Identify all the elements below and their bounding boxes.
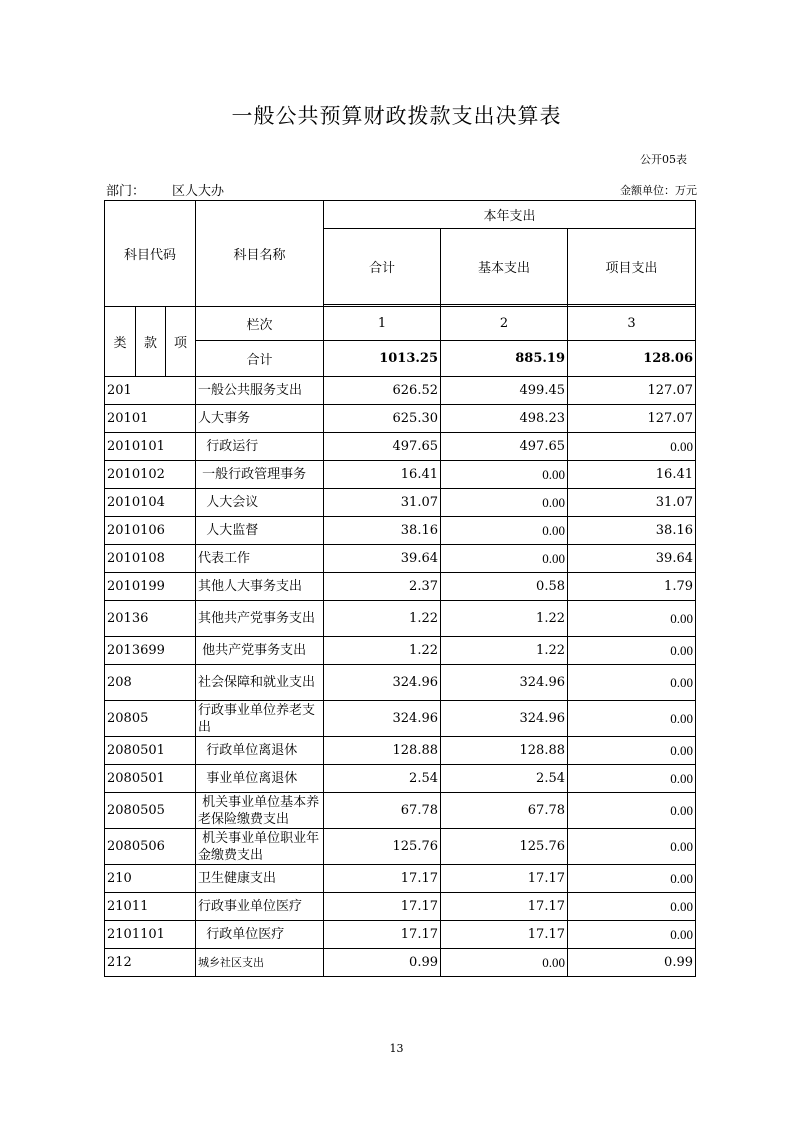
row-total: 128.88 — [324, 737, 441, 765]
row-basic: 67.78 — [441, 793, 568, 829]
row-basic: 0.00 — [441, 545, 568, 573]
row-basic: 0.00 — [441, 949, 568, 977]
row-basic: 0.00 — [441, 489, 568, 517]
row-code: 2080506 — [105, 829, 196, 865]
table-row — [105, 949, 696, 977]
row-code: 2010106 — [105, 517, 196, 545]
table-row — [105, 765, 696, 793]
row-project: 0.00 — [568, 921, 696, 949]
row-total: 67.78 — [324, 793, 441, 829]
row-basic: 1.22 — [441, 637, 568, 665]
row-basic: 0.00 — [441, 517, 568, 545]
row-total: 1.22 — [324, 637, 441, 665]
row-project: 0.00 — [568, 601, 696, 637]
amount-unit: 金额单位：万元 — [620, 184, 697, 197]
row-project: 1.79 — [568, 573, 696, 601]
row-code: 2080505 — [105, 793, 196, 829]
row-total: 625.30 — [324, 405, 441, 433]
row-project: 0.00 — [568, 893, 696, 921]
row-total: 1.22 — [324, 601, 441, 637]
row-total: 324.96 — [324, 701, 441, 737]
row-project: 0.00 — [568, 433, 696, 461]
table-row — [105, 377, 696, 405]
header-lei: 类 — [105, 307, 136, 377]
row-project: 127.07 — [568, 377, 696, 405]
table-row — [105, 829, 696, 865]
row-basic: 324.96 — [441, 665, 568, 701]
table-row — [105, 865, 696, 893]
header-col2: 2 — [441, 307, 568, 341]
row-basic: 17.17 — [441, 893, 568, 921]
row-project: 0.00 — [568, 737, 696, 765]
row-total: 2.54 — [324, 765, 441, 793]
row-project: 16.41 — [568, 461, 696, 489]
row-total: 497.65 — [324, 433, 441, 461]
row-total: 17.17 — [324, 893, 441, 921]
row-project: 127.07 — [568, 405, 696, 433]
row-total: 2.37 — [324, 573, 441, 601]
header-col1: 1 — [324, 307, 441, 341]
row-name: 事业单位离退休 — [196, 765, 324, 793]
row-basic: 17.17 — [441, 865, 568, 893]
row-code: 2080501 — [105, 765, 196, 793]
table-row — [105, 545, 696, 573]
expenditure-table — [104, 200, 696, 977]
row-code: 212 — [105, 949, 196, 977]
row-code: 210 — [105, 865, 196, 893]
row-total: 16.41 — [324, 461, 441, 489]
row-name: 城乡社区支出 — [196, 949, 324, 977]
table-row — [105, 637, 696, 665]
table-row — [105, 921, 696, 949]
header-xiang: 项 — [166, 307, 196, 377]
row-total: 0.99 — [324, 949, 441, 977]
row-name: 其他人大事务支出 — [196, 573, 324, 601]
header-project: 项目支出 — [568, 229, 696, 305]
row-basic: 2.54 — [441, 765, 568, 793]
row-total: 39.64 — [324, 545, 441, 573]
row-code: 20805 — [105, 701, 196, 737]
page-title: 一般公共预算财政拨款支出决算表 — [231, 104, 562, 128]
row-project: 0.00 — [568, 793, 696, 829]
row-name: 人大监督 — [196, 517, 324, 545]
row-name: 行政运行 — [196, 433, 324, 461]
table-row — [105, 461, 696, 489]
row-basic: 0.58 — [441, 573, 568, 601]
row-code: 21011 — [105, 893, 196, 921]
row-project: 0.00 — [568, 765, 696, 793]
row-basic: 499.45 — [441, 377, 568, 405]
row-name: 代表工作 — [196, 545, 324, 573]
row-basic: 17.17 — [441, 921, 568, 949]
sum-label: 合计 — [196, 341, 324, 377]
row-code: 2010102 — [105, 461, 196, 489]
sum-project: 128.06 — [568, 341, 696, 377]
row-code: 208 — [105, 665, 196, 701]
row-name: 行政单位医疗 — [196, 921, 324, 949]
header-code: 科目代码 — [105, 201, 196, 307]
row-basic: 498.23 — [441, 405, 568, 433]
header-kuan: 款 — [136, 307, 166, 377]
row-project: 0.00 — [568, 637, 696, 665]
row-total: 17.17 — [324, 921, 441, 949]
row-name: 他共产党事务支出 — [196, 637, 324, 665]
row-basic: 497.65 — [441, 433, 568, 461]
header-current-year: 本年支出 — [324, 201, 696, 229]
row-name: 行政单位离退休 — [196, 737, 324, 765]
row-name: 行政事业单位医疗 — [196, 893, 324, 921]
row-name: 机关事业单位职业年金缴费支出 — [196, 829, 324, 865]
row-code: 2010101 — [105, 433, 196, 461]
form-number: 公开05表 — [640, 153, 687, 166]
sum-basic: 885.19 — [441, 341, 568, 377]
row-name: 其他共产党事务支出 — [196, 601, 324, 637]
row-name: 一般公共服务支出 — [196, 377, 324, 405]
row-total: 17.17 — [324, 865, 441, 893]
header-col3: 3 — [568, 307, 696, 341]
row-basic: 0.00 — [441, 461, 568, 489]
row-name: 机关事业单位基本养老保险缴费支出 — [196, 793, 324, 829]
row-code: 2013699 — [105, 637, 196, 665]
row-name: 人大事务 — [196, 405, 324, 433]
row-name: 行政事业单位养老支出 — [196, 701, 324, 737]
department-name: 区人大办 — [172, 184, 225, 199]
table-row — [105, 601, 696, 637]
table-row — [105, 737, 696, 765]
row-total: 31.07 — [324, 489, 441, 517]
sum-total: 1013.25 — [324, 341, 441, 377]
row-basic: 1.22 — [441, 601, 568, 637]
department-label: 部门： — [106, 184, 146, 199]
table-row — [105, 893, 696, 921]
table-row — [105, 665, 696, 701]
row-total: 626.52 — [324, 377, 441, 405]
row-basic: 324.96 — [441, 701, 568, 737]
table-row — [105, 793, 696, 829]
row-code: 2010199 — [105, 573, 196, 601]
row-name: 人大会议 — [196, 489, 324, 517]
row-project: 0.00 — [568, 665, 696, 701]
header-row-3 — [105, 307, 696, 341]
header-row-1 — [105, 201, 696, 229]
row-basic: 125.76 — [441, 829, 568, 865]
row-project: 0.99 — [568, 949, 696, 977]
table-row — [105, 701, 696, 737]
header-basic: 基本支出 — [441, 229, 568, 305]
row-code: 2101101 — [105, 921, 196, 949]
table-body — [105, 201, 696, 977]
row-project: 0.00 — [568, 701, 696, 737]
row-code: 20101 — [105, 405, 196, 433]
row-total: 38.16 — [324, 517, 441, 545]
row-code: 2010108 — [105, 545, 196, 573]
row-project: 39.64 — [568, 545, 696, 573]
row-project: 31.07 — [568, 489, 696, 517]
row-project: 38.16 — [568, 517, 696, 545]
header-column-order: 栏次 — [196, 307, 324, 341]
row-name: 社会保障和就业支出 — [196, 665, 324, 701]
row-total: 125.76 — [324, 829, 441, 865]
table-row — [105, 433, 696, 461]
table-row — [105, 517, 696, 545]
header-name: 科目名称 — [196, 201, 324, 307]
row-code: 201 — [105, 377, 196, 405]
table-row — [105, 489, 696, 517]
row-basic: 128.88 — [441, 737, 568, 765]
table-row — [105, 405, 696, 433]
header-total: 合计 — [324, 229, 441, 305]
row-name: 卫生健康支出 — [196, 865, 324, 893]
row-project: 0.00 — [568, 829, 696, 865]
row-project: 0.00 — [568, 865, 696, 893]
row-total: 324.96 — [324, 665, 441, 701]
row-code: 2010104 — [105, 489, 196, 517]
row-name: 一般行政管理事务 — [196, 461, 324, 489]
table-row — [105, 573, 696, 601]
row-code: 2080501 — [105, 737, 196, 765]
page-number: 13 — [389, 1042, 404, 1055]
row-code: 20136 — [105, 601, 196, 637]
